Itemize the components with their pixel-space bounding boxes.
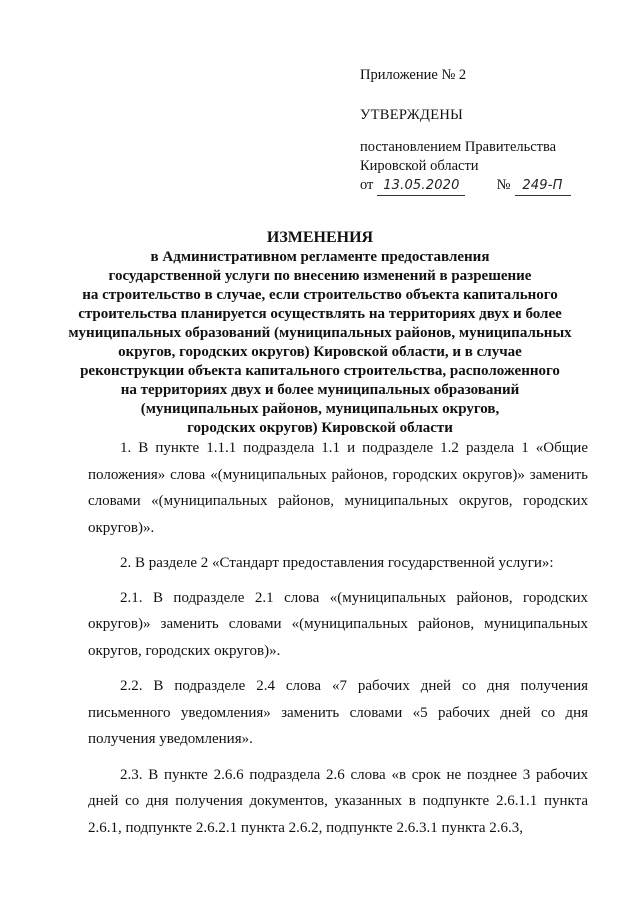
title-heading: ИЗМЕНЕНИЯ (266, 229, 374, 246)
title-line: муниципальных образований (муниципальных районов, муниципальных (68, 325, 572, 341)
date-prefix: от (360, 177, 374, 193)
title-line: строительства планируется осуществлять на территориях двух и более (78, 306, 562, 322)
title-line: на территориях двух и более муниципальных образований (120, 382, 520, 398)
title-line: городских округов) Кировской области (187, 420, 453, 436)
document-body (88, 435, 588, 850)
title-line: в Административном регламенте предоставления (150, 249, 490, 265)
approved-label: УТВЕРЖДЕНЫ (360, 107, 464, 123)
paragraph-2-3: 2.3. В пункте 2.6.6 подраздела 2.6 слова «в срок не позднее 3 рабочих дней со дня получения документов, указанных в подпункте 2.6.1.1 пункта 2.6.1, подпункте 2.6.2.1 пункта 2.6.2, подпункте 2.6.3.1 пункта 2.6.3, (88, 766, 588, 836)
decree-line-2: Кировской области (360, 158, 479, 174)
document-title (60, 228, 580, 438)
handwritten-number: 249-П (515, 176, 571, 196)
appendix-label: Приложение № 2 (360, 67, 467, 83)
paragraph-2: 2. В разделе 2 «Стандарт предоставления государственной услуги»: (120, 555, 554, 571)
number-prefix: № (496, 177, 511, 193)
handwritten-date: 13.05.2020 (377, 176, 465, 196)
title-line: (муниципальных районов, муниципальных округов, (140, 401, 500, 417)
title-line: государственной услуги по внесению изменений в разрешение (108, 268, 532, 284)
paragraph-1: 1. В пункте 1.1.1 подраздела 1.1 и подразделе 1.2 раздела 1 «Общие положения» слова «(муниципальных районов, городских округов)» заменить словами «(муниципальных районов, муниципальных округов, городских округов)». (88, 440, 588, 536)
title-line: на строительство в случае, если строительство объекта капитального (82, 287, 558, 303)
paragraph-2-2: 2.2. В подразделе 2.4 слова «7 рабочих дней со дня получения письменного уведомления» заменить словами «5 рабочих дней со дня получения уведомления». (88, 678, 588, 747)
decree-line-1: постановлением Правительства (360, 139, 557, 155)
paragraph-2-1: 2.1. В подразделе 2.1 слова «(муниципальных районов, городских округов)» заменить словами «(муниципальных районов, муниципальных округов, городских округов)». (88, 589, 588, 659)
decree-date-number-line (360, 176, 571, 196)
title-line: реконструкции объекта капитального строительства, расположенного (80, 363, 560, 379)
title-line: округов, городских округов) Кировской области, и в случае (118, 344, 522, 360)
